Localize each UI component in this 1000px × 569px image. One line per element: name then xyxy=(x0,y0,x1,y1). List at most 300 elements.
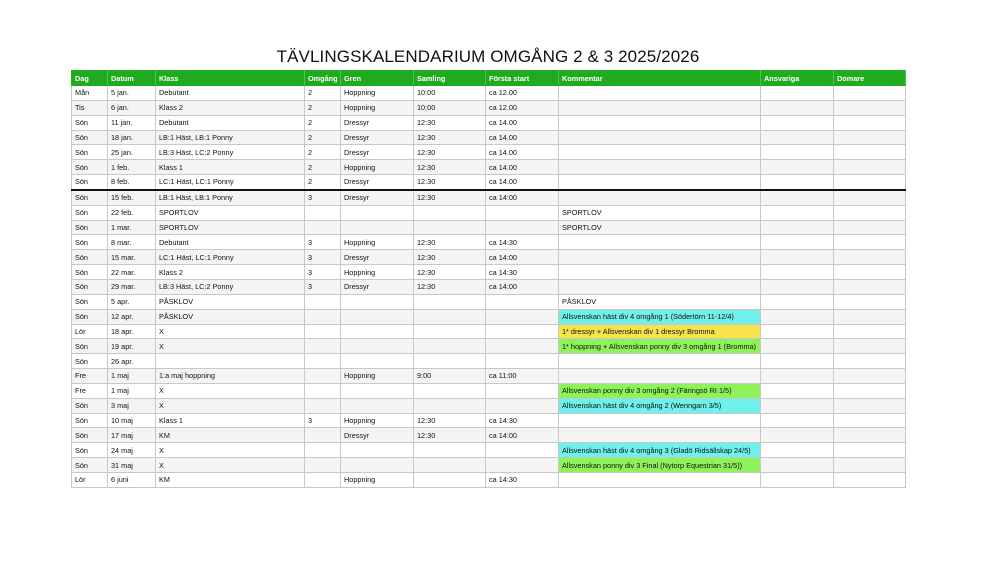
cell-klass[interactable]: KM xyxy=(156,428,305,443)
cell-omgang[interactable] xyxy=(305,324,341,339)
cell-domare[interactable] xyxy=(834,130,906,145)
cell-omgang[interactable] xyxy=(305,428,341,443)
cell-dag[interactable]: Sön xyxy=(72,175,108,190)
cell-omgang[interactable] xyxy=(305,458,341,473)
table-row[interactable] xyxy=(72,160,906,175)
cell-samling[interactable]: 12:30 xyxy=(414,265,486,280)
cell-datum[interactable]: 15 feb. xyxy=(108,190,156,205)
cell-omgang[interactable]: 3 xyxy=(305,250,341,265)
cell-omgang[interactable] xyxy=(305,205,341,220)
cell-dag[interactable]: Tis xyxy=(72,100,108,115)
table-row[interactable] xyxy=(72,265,906,280)
cell-gren[interactable]: Hoppning xyxy=(341,86,414,101)
cell-ansvariga[interactable] xyxy=(761,205,834,220)
cell-forsta-start[interactable]: ca 14:30 xyxy=(486,472,559,487)
table-row[interactable] xyxy=(72,235,906,250)
cell-omgang[interactable] xyxy=(305,443,341,458)
cell-samling[interactable] xyxy=(414,309,486,324)
cell-domare[interactable] xyxy=(834,383,906,398)
cell-dag[interactable]: Sön xyxy=(72,265,108,280)
cell-ansvariga[interactable] xyxy=(761,339,834,354)
cell-samling[interactable]: 12:30 xyxy=(414,279,486,294)
cell-kommentar[interactable] xyxy=(559,235,761,250)
table-row[interactable] xyxy=(72,175,906,190)
cell-domare[interactable] xyxy=(834,369,906,384)
cell-kommentar[interactable] xyxy=(559,190,761,205)
cell-datum[interactable]: 10 maj xyxy=(108,413,156,428)
cell-datum[interactable]: 29 mar. xyxy=(108,279,156,294)
table-row[interactable] xyxy=(72,369,906,384)
cell-dag[interactable]: Sön xyxy=(72,220,108,235)
cell-datum[interactable]: 8 feb. xyxy=(108,175,156,190)
cell-domare[interactable] xyxy=(834,250,906,265)
cell-ansvariga[interactable] xyxy=(761,413,834,428)
cell-forsta-start[interactable]: ca 14:30 xyxy=(486,265,559,280)
cell-forsta-start[interactable]: ca 14:00 xyxy=(486,250,559,265)
cell-gren[interactable]: Dressyr xyxy=(341,279,414,294)
cell-forsta-start[interactable]: ca 14:00 xyxy=(486,279,559,294)
cell-ansvariga[interactable] xyxy=(761,369,834,384)
cell-gren[interactable]: Hoppning xyxy=(341,100,414,115)
cell-dag[interactable]: Sön xyxy=(72,130,108,145)
cell-datum[interactable]: 18 apr. xyxy=(108,324,156,339)
cell-omgang[interactable]: 2 xyxy=(305,145,341,160)
cell-kommentar[interactable] xyxy=(559,160,761,175)
table-row[interactable] xyxy=(72,130,906,145)
cell-dag[interactable]: Sön xyxy=(72,205,108,220)
cell-omgang[interactable]: 2 xyxy=(305,130,341,145)
cell-forsta-start[interactable]: ca 14.00 xyxy=(486,115,559,130)
page-title: TÄVLINGSKALENDARIUM OMGÅNG 2 & 3 2025/2026 xyxy=(276,47,700,66)
cell-datum[interactable]: 6 juni xyxy=(108,472,156,487)
cell-kommentar[interactable]: Allsvenskan ponny div 3 Final (Nytorp Equestrian 31/5)) xyxy=(559,458,761,473)
cell-domare[interactable] xyxy=(834,472,906,487)
cell-samling[interactable]: 12:30 xyxy=(414,145,486,160)
cell-dag[interactable]: Mån xyxy=(72,86,108,101)
table-row[interactable] xyxy=(72,383,906,398)
table-row[interactable] xyxy=(72,339,906,354)
cell-datum[interactable]: 8 mar. xyxy=(108,235,156,250)
cell-domare[interactable] xyxy=(834,413,906,428)
cell-dag[interactable]: Sön xyxy=(72,354,108,369)
column-header-omgang: Omgång xyxy=(305,71,341,86)
cell-forsta-start[interactable] xyxy=(486,458,559,473)
cell-klass[interactable]: 1:a maj hoppning xyxy=(156,369,305,384)
cell-gren[interactable] xyxy=(341,354,414,369)
cell-samling[interactable]: 12:30 xyxy=(414,190,486,205)
cell-klass[interactable]: Debutant xyxy=(156,115,305,130)
cell-samling[interactable]: 12:30 xyxy=(414,413,486,428)
cell-ansvariga[interactable] xyxy=(761,235,834,250)
cell-forsta-start[interactable]: ca 14:00 xyxy=(486,428,559,443)
cell-kommentar[interactable] xyxy=(559,250,761,265)
cell-domare[interactable] xyxy=(834,443,906,458)
cell-ansvariga[interactable] xyxy=(761,160,834,175)
cell-forsta-start[interactable] xyxy=(486,339,559,354)
cell-ansvariga[interactable] xyxy=(761,354,834,369)
cell-gren[interactable]: Hoppning xyxy=(341,369,414,384)
cell-klass[interactable]: Debutant xyxy=(156,235,305,250)
table-row[interactable] xyxy=(72,250,906,265)
table-row[interactable] xyxy=(72,279,906,294)
cell-datum[interactable]: 15 mar. xyxy=(108,250,156,265)
cell-domare[interactable] xyxy=(834,115,906,130)
cell-datum[interactable]: 22 mar. xyxy=(108,265,156,280)
cell-kommentar[interactable] xyxy=(559,413,761,428)
cell-forsta-start[interactable] xyxy=(486,443,559,458)
cell-samling[interactable]: 9:00 xyxy=(414,369,486,384)
cell-samling[interactable] xyxy=(414,472,486,487)
column-header-gren: Gren xyxy=(341,71,414,86)
cell-gren[interactable]: Dressyr xyxy=(341,115,414,130)
cell-gren[interactable] xyxy=(341,309,414,324)
cell-klass[interactable]: KM xyxy=(156,472,305,487)
table-row[interactable] xyxy=(72,100,906,115)
cell-gren[interactable] xyxy=(341,324,414,339)
cell-klass[interactable] xyxy=(156,354,305,369)
cell-gren[interactable]: Hoppning xyxy=(341,472,414,487)
cell-ansvariga[interactable] xyxy=(761,294,834,309)
cell-datum[interactable]: 22 feb. xyxy=(108,205,156,220)
cell-datum[interactable]: 1 maj xyxy=(108,369,156,384)
cell-gren[interactable]: Hoppning xyxy=(341,160,414,175)
cell-ansvariga[interactable] xyxy=(761,309,834,324)
table-row[interactable] xyxy=(72,145,906,160)
cell-forsta-start[interactable]: ca 14.00 xyxy=(486,130,559,145)
cell-omgang[interactable] xyxy=(305,220,341,235)
cell-domare[interactable] xyxy=(834,160,906,175)
cell-ansvariga[interactable] xyxy=(761,265,834,280)
cell-samling[interactable]: 12:30 xyxy=(414,235,486,250)
cell-kommentar[interactable] xyxy=(559,115,761,130)
cell-datum[interactable]: 6 jan. xyxy=(108,100,156,115)
cell-dag[interactable]: Sön xyxy=(72,115,108,130)
table-row[interactable] xyxy=(72,428,906,443)
cell-dag[interactable]: Sön xyxy=(72,279,108,294)
cell-forsta-start[interactable]: ca 14.00 xyxy=(486,175,559,190)
cell-datum[interactable]: 11 jan. xyxy=(108,115,156,130)
cell-gren[interactable]: Hoppning xyxy=(341,413,414,428)
table-row[interactable] xyxy=(72,205,906,220)
cell-datum[interactable]: 26 apr. xyxy=(108,354,156,369)
cell-ansvariga[interactable] xyxy=(761,250,834,265)
cell-gren[interactable] xyxy=(341,398,414,413)
cell-domare[interactable] xyxy=(834,398,906,413)
table-row[interactable] xyxy=(72,413,906,428)
cell-omgang[interactable]: 3 xyxy=(305,235,341,250)
cell-datum[interactable]: 1 mar. xyxy=(108,220,156,235)
cell-ansvariga[interactable] xyxy=(761,458,834,473)
cell-dag[interactable]: Sön xyxy=(72,235,108,250)
cell-omgang[interactable] xyxy=(305,339,341,354)
cell-datum[interactable]: 5 jan. xyxy=(108,86,156,101)
table-row[interactable] xyxy=(72,354,906,369)
cell-dag[interactable]: Fre xyxy=(72,383,108,398)
cell-kommentar[interactable] xyxy=(559,175,761,190)
table-row[interactable] xyxy=(72,458,906,473)
cell-dag[interactable]: Sön xyxy=(72,458,108,473)
cell-omgang[interactable] xyxy=(305,309,341,324)
cell-forsta-start[interactable]: ca 12.00 xyxy=(486,100,559,115)
cell-klass[interactable]: X xyxy=(156,339,305,354)
cell-datum[interactable]: 19 apr. xyxy=(108,339,156,354)
cell-samling[interactable]: 12:30 xyxy=(414,175,486,190)
cell-kommentar[interactable] xyxy=(559,100,761,115)
cell-klass[interactable]: PÅSKLOV xyxy=(156,294,305,309)
cell-domare[interactable] xyxy=(834,279,906,294)
cell-domare[interactable] xyxy=(834,86,906,101)
cell-datum[interactable]: 17 maj xyxy=(108,428,156,443)
cell-domare[interactable] xyxy=(834,339,906,354)
cell-kommentar[interactable] xyxy=(559,86,761,101)
table-row[interactable] xyxy=(72,190,906,205)
cell-kommentar[interactable] xyxy=(559,354,761,369)
cell-forsta-start[interactable]: ca 14:30 xyxy=(486,235,559,250)
cell-kommentar[interactable]: SPORTLOV xyxy=(559,205,761,220)
cell-forsta-start[interactable] xyxy=(486,398,559,413)
cell-kommentar[interactable]: SPORTLOV xyxy=(559,220,761,235)
cell-forsta-start[interactable] xyxy=(486,294,559,309)
cell-gren[interactable]: Dressyr xyxy=(341,145,414,160)
cell-kommentar[interactable]: Allsvenskan häst div 4 omgång 1 (Södertörn 11-12/4) xyxy=(559,309,761,324)
cell-dag[interactable]: Sön xyxy=(72,428,108,443)
table-row[interactable] xyxy=(72,398,906,413)
cell-kommentar[interactable] xyxy=(559,130,761,145)
table-row[interactable] xyxy=(72,220,906,235)
cell-omgang[interactable]: 3 xyxy=(305,413,341,428)
cell-omgang[interactable]: 2 xyxy=(305,160,341,175)
cell-samling[interactable]: 12:30 xyxy=(414,130,486,145)
cell-gren[interactable]: Dressyr xyxy=(341,190,414,205)
cell-ansvariga[interactable] xyxy=(761,398,834,413)
cell-kommentar[interactable]: PÅSKLOV xyxy=(559,294,761,309)
cell-omgang[interactable]: 2 xyxy=(305,100,341,115)
table-row[interactable] xyxy=(72,86,906,101)
cell-datum[interactable]: 18 jan. xyxy=(108,130,156,145)
cell-omgang[interactable] xyxy=(305,369,341,384)
cell-omgang[interactable] xyxy=(305,354,341,369)
cell-ansvariga[interactable] xyxy=(761,145,834,160)
cell-forsta-start[interactable] xyxy=(486,309,559,324)
cell-klass[interactable]: LB:1 Häst, LB:1 Ponny xyxy=(156,190,305,205)
cell-gren[interactable] xyxy=(341,220,414,235)
cell-klass[interactable]: Debutant xyxy=(156,86,305,101)
cell-forsta-start[interactable]: ca 14:30 xyxy=(486,413,559,428)
cell-forsta-start[interactable] xyxy=(486,383,559,398)
cell-samling[interactable] xyxy=(414,398,486,413)
cell-omgang[interactable]: 2 xyxy=(305,175,341,190)
cell-gren[interactable] xyxy=(341,383,414,398)
cell-samling[interactable]: 10:00 xyxy=(414,100,486,115)
cell-klass[interactable]: X xyxy=(156,458,305,473)
cell-dag[interactable]: Sön xyxy=(72,160,108,175)
cell-domare[interactable] xyxy=(834,100,906,115)
cell-ansvariga[interactable] xyxy=(761,175,834,190)
cell-ansvariga[interactable] xyxy=(761,279,834,294)
cell-ansvariga[interactable] xyxy=(761,220,834,235)
cell-klass[interactable]: X xyxy=(156,443,305,458)
cell-datum[interactable]: 3 maj xyxy=(108,398,156,413)
cell-dag[interactable]: Sön xyxy=(72,145,108,160)
cell-gren[interactable] xyxy=(341,458,414,473)
cell-omgang[interactable]: 3 xyxy=(305,190,341,205)
cell-gren[interactable] xyxy=(341,294,414,309)
cell-ansvariga[interactable] xyxy=(761,130,834,145)
cell-klass[interactable]: LC:1 Häst, LC:1 Ponny xyxy=(156,175,305,190)
cell-samling[interactable] xyxy=(414,458,486,473)
cell-domare[interactable] xyxy=(834,309,906,324)
cell-dag[interactable]: Sön xyxy=(72,309,108,324)
table-row[interactable] xyxy=(72,115,906,130)
cell-samling[interactable]: 10:00 xyxy=(414,86,486,101)
cell-klass[interactable]: Klass 1 xyxy=(156,413,305,428)
cell-forsta-start[interactable]: ca 14.00 xyxy=(486,145,559,160)
cell-gren[interactable]: Hoppning xyxy=(341,265,414,280)
cell-kommentar[interactable]: Allsvenskan häst div 4 omgång 2 (Wenngarn 3/5) xyxy=(559,398,761,413)
cell-dag[interactable]: Lör xyxy=(72,324,108,339)
cell-samling[interactable] xyxy=(414,443,486,458)
cell-ansvariga[interactable] xyxy=(761,100,834,115)
cell-dag[interactable]: Sön xyxy=(72,443,108,458)
cell-domare[interactable] xyxy=(834,324,906,339)
cell-forsta-start[interactable] xyxy=(486,205,559,220)
cell-forsta-start[interactable]: ca 14.00 xyxy=(486,160,559,175)
cell-klass[interactable]: LB:1 Häst, LB:1 Ponny xyxy=(156,130,305,145)
cell-ansvariga[interactable] xyxy=(761,324,834,339)
cell-domare[interactable] xyxy=(834,458,906,473)
table-row[interactable] xyxy=(72,324,906,339)
cell-gren[interactable]: Dressyr xyxy=(341,428,414,443)
cell-klass[interactable]: Klass 2 xyxy=(156,265,305,280)
cell-klass[interactable]: LC:1 Häst, LC:1 Ponny xyxy=(156,250,305,265)
cell-forsta-start[interactable] xyxy=(486,354,559,369)
cell-omgang[interactable]: 2 xyxy=(305,115,341,130)
cell-klass[interactable]: LB:3 Häst, LC:2 Ponny xyxy=(156,279,305,294)
cell-dag[interactable]: Sön xyxy=(72,250,108,265)
table-row[interactable] xyxy=(72,472,906,487)
cell-samling[interactable] xyxy=(414,324,486,339)
cell-kommentar[interactable]: Allsvenskan häst div 4 omgång 3 (Gladö Ridsällskap 24/5) xyxy=(559,443,761,458)
cell-omgang[interactable]: 3 xyxy=(305,265,341,280)
cell-kommentar[interactable] xyxy=(559,279,761,294)
cell-datum[interactable]: 24 maj xyxy=(108,443,156,458)
cell-klass[interactable]: Klass 2 xyxy=(156,100,305,115)
cell-kommentar[interactable]: Allsvenskan ponny div 3 omgång 2 (Färingsö RI 1/5) xyxy=(559,383,761,398)
cell-domare[interactable] xyxy=(834,428,906,443)
cell-samling[interactable] xyxy=(414,294,486,309)
cell-klass[interactable]: X xyxy=(156,383,305,398)
cell-omgang[interactable] xyxy=(305,383,341,398)
cell-samling[interactable] xyxy=(414,220,486,235)
table-row[interactable] xyxy=(72,294,906,309)
cell-samling[interactable] xyxy=(414,383,486,398)
cell-forsta-start[interactable] xyxy=(486,324,559,339)
cell-domare[interactable] xyxy=(834,205,906,220)
cell-dag[interactable]: Sön xyxy=(72,294,108,309)
cell-datum[interactable]: 5 apr. xyxy=(108,294,156,309)
cell-gren[interactable] xyxy=(341,443,414,458)
cell-omgang[interactable] xyxy=(305,294,341,309)
cell-forsta-start[interactable]: ca 12.00 xyxy=(486,86,559,101)
cell-samling[interactable] xyxy=(414,354,486,369)
cell-klass[interactable]: X xyxy=(156,398,305,413)
cell-kommentar[interactable] xyxy=(559,428,761,443)
cell-datum[interactable]: 12 apr. xyxy=(108,309,156,324)
cell-samling[interactable]: 12:30 xyxy=(414,250,486,265)
cell-domare[interactable] xyxy=(834,294,906,309)
cell-datum[interactable]: 1 feb. xyxy=(108,160,156,175)
cell-samling[interactable]: 12:30 xyxy=(414,428,486,443)
cell-ansvariga[interactable] xyxy=(761,383,834,398)
cell-domare[interactable] xyxy=(834,354,906,369)
cell-gren[interactable]: Dressyr xyxy=(341,175,414,190)
cell-dag[interactable]: Fre xyxy=(72,369,108,384)
cell-omgang[interactable]: 3 xyxy=(305,279,341,294)
cell-domare[interactable] xyxy=(834,265,906,280)
cell-dag[interactable]: Sön xyxy=(72,339,108,354)
cell-domare[interactable] xyxy=(834,190,906,205)
cell-kommentar[interactable] xyxy=(559,369,761,384)
cell-gren[interactable] xyxy=(341,339,414,354)
cell-klass[interactable]: PÅSKLOV xyxy=(156,309,305,324)
table-row[interactable] xyxy=(72,443,906,458)
cell-ansvariga[interactable] xyxy=(761,428,834,443)
cell-domare[interactable] xyxy=(834,145,906,160)
cell-dag[interactable]: Sön xyxy=(72,413,108,428)
cell-gren[interactable]: Hoppning xyxy=(341,235,414,250)
cell-datum[interactable]: 25 jan. xyxy=(108,145,156,160)
cell-klass[interactable]: LB:3 Häst, LC:2 Ponny xyxy=(156,145,305,160)
cell-kommentar[interactable]: 1* dressyr + Allsvenskan div 1 dressyr Bromma xyxy=(559,324,761,339)
cell-gren[interactable]: Dressyr xyxy=(341,130,414,145)
cell-forsta-start[interactable]: ca 14:00 xyxy=(486,190,559,205)
cell-gren[interactable] xyxy=(341,205,414,220)
cell-kommentar[interactable] xyxy=(559,265,761,280)
cell-datum[interactable]: 31 maj xyxy=(108,458,156,473)
cell-omgang[interactable] xyxy=(305,472,341,487)
cell-samling[interactable] xyxy=(414,205,486,220)
cell-kommentar[interactable]: 1* hoppning + Allsvenskan ponny div 3 omgång 1 (Bromma) xyxy=(559,339,761,354)
cell-klass[interactable]: SPORTLOV xyxy=(156,205,305,220)
cell-klass[interactable]: SPORTLOV xyxy=(156,220,305,235)
cell-omgang[interactable] xyxy=(305,398,341,413)
cell-dag[interactable]: Sön xyxy=(72,398,108,413)
cell-klass[interactable]: X xyxy=(156,324,305,339)
cell-kommentar[interactable] xyxy=(559,472,761,487)
cell-kommentar[interactable] xyxy=(559,145,761,160)
cell-datum[interactable]: 1 maj xyxy=(108,383,156,398)
cell-forsta-start[interactable] xyxy=(486,220,559,235)
cell-omgang[interactable]: 2 xyxy=(305,86,341,101)
cell-samling[interactable] xyxy=(414,339,486,354)
cell-ansvariga[interactable] xyxy=(761,443,834,458)
cell-domare[interactable] xyxy=(834,220,906,235)
cell-domare[interactable] xyxy=(834,175,906,190)
cell-ansvariga[interactable] xyxy=(761,115,834,130)
cell-klass[interactable]: Klass 1 xyxy=(156,160,305,175)
cell-forsta-start[interactable]: ca 11:00 xyxy=(486,369,559,384)
cell-samling[interactable]: 12:30 xyxy=(414,160,486,175)
cell-dag[interactable]: Lör xyxy=(72,472,108,487)
cell-ansvariga[interactable] xyxy=(761,86,834,101)
cell-gren[interactable]: Dressyr xyxy=(341,250,414,265)
cell-domare[interactable] xyxy=(834,235,906,250)
cell-samling[interactable]: 12:30 xyxy=(414,115,486,130)
cell-dag[interactable]: Sön xyxy=(72,190,108,205)
table-row[interactable] xyxy=(72,309,906,324)
cell-ansvariga[interactable] xyxy=(761,472,834,487)
cell-ansvariga[interactable] xyxy=(761,190,834,205)
